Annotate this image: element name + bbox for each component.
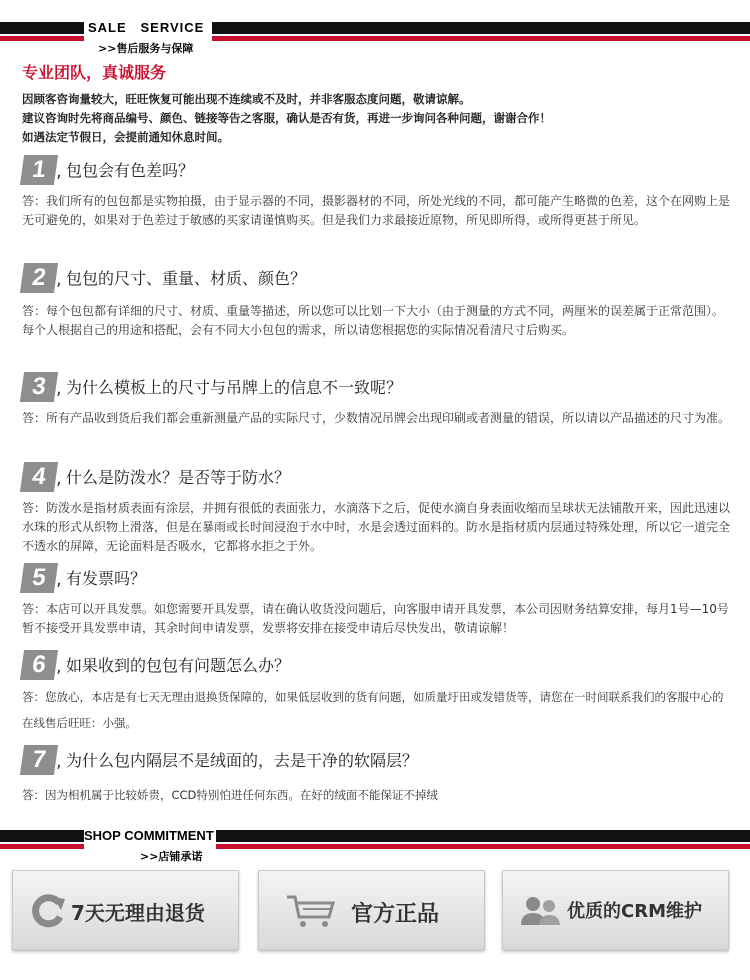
intro-line: 如遇法定节假日，会提前通知休息时间。: [22, 130, 229, 144]
commitment-label: 优质的CRM维护: [567, 901, 702, 922]
service-banner-title: SALE SERVICE: [88, 20, 205, 35]
cart-icon: [285, 893, 337, 929]
faq-number: 5: [20, 563, 58, 593]
commitment-banner-subtitle: >>店铺承诺: [140, 850, 203, 863]
commitment-crm: [502, 870, 729, 950]
commitment-return: [12, 870, 239, 950]
faq-answer-5: 答：本店可以开具发票。如您需要开具发票，请在确认收货没问题后，向客服申请开具发票，本公司因财务结算安排，每月1号—10号暂不接受开具发票申请，其余时间申请发票，发票将安排在接受申请后尽快发出，敬请谅解！: [22, 602, 729, 635]
faq-question-5: 5 , 有发票吗？: [22, 563, 742, 593]
faq-question-6: 6 , 如果收到的包包有问题怎么办？: [22, 650, 742, 680]
faq-question-4: 4 , 什么是防泼水？是否等于防水？: [22, 462, 742, 492]
faq-question-2: 2 , 包包的尺寸、重量、材质、颜色？: [22, 263, 742, 293]
refresh-icon: [29, 893, 67, 929]
faq-number: 6: [20, 650, 58, 680]
service-banner-subtitle: >>售后服务与保障: [98, 42, 194, 55]
faq-answer-6: 答：您放心，本店是有七天无理由退换货保障的，如果低层收到的货有问题，如质量圩田或发错货等，请您在一时间联系我们的客服中心的在线售后旺旺：小强。: [22, 690, 724, 730]
faq-question-text: 包包的尺寸、重量、材质、颜色？: [66, 269, 307, 288]
faq-answer-7: 答：因为相机属于比较娇贵，CCD特别怕进任何东西。在好的绒面不能保证不掉绒: [22, 788, 438, 802]
faq-question-text: 有发票吗？: [66, 569, 147, 588]
service-banner: [0, 18, 750, 58]
faq-question-text: 包包会有色差吗？: [66, 161, 195, 180]
faq-number: 3: [20, 372, 58, 402]
commitment-banner: [0, 826, 750, 866]
commitment-banner-title: SHOP COMMITMENT: [84, 828, 214, 843]
faq-number: 4: [20, 462, 58, 492]
faq-answer-2: 答：每个包包都有详细的尺寸、材质、重量等描述，所以您可以比划一下大小（由于测量的方式不同，两厘米的误差属于正常范围）。每个人根据自己的用途和搭配，会有不同大小包包的需求，所以请您根据您的实际情况看清尺寸后购买。: [22, 304, 725, 337]
intro-title: 专业团队，真诚服务: [22, 63, 167, 82]
intro-line: 因顾客咨询量较大，旺旺恢复可能出现不连续或不及时，并非客服态度问题，敬请谅解。: [22, 92, 471, 106]
faq-number: 1: [20, 155, 58, 185]
commitment-authentic: [258, 870, 485, 950]
intro-line: 建议咨询时先将商品编号、颜色、链接等告之客服，确认是否有货，再进一步询问各种问题，谢谢合作！: [22, 111, 551, 125]
faq-number: 7: [20, 745, 58, 775]
users-icon: [519, 893, 563, 929]
faq-answer-4: 答：防泼水是指材质表面有涂层，并拥有很低的表面张力，水滴落下之后，促使水滴自身表面收缩而呈球状无法铺散开来，因此迅速以水珠的形式从织物上滑落，但是在暴雨或长时间浸泡于水中时，水是会透过面料的。防水是指材质内层通过特殊处理，所以它一道完全不透水的屏障，无论面料是否吸水，它都将水拒之于外。: [22, 501, 731, 553]
faq-question-text: 为什么包内隔层不是绒面的，去是干净的软隔层？: [66, 751, 419, 770]
faq-answer-3: 答：所有产品收到货后我们都会重新测量产品的实际尺寸，少数情况吊牌会出现印刷或者测量的错误，所以请以产品描述的尺寸为准。: [22, 411, 731, 425]
faq-question-1: 1 , 包包会有色差吗？: [22, 155, 742, 185]
faq-answer-1: 答：我们所有的包包都是实物拍摄，由于显示器的不同，摄影器材的不同，所处光线的不同，都可能产生略微的色差，这个在网购上是无可避免的，如果对于色差过于敏感的买家请谨慎购买。但是我们力求最接近原物，所见即所得，或所得更甚于所见。: [22, 194, 731, 227]
faq-question-text: 如果收到的包包有问题怎么办？: [66, 656, 291, 675]
faq-question-7: 7 , 为什么包内隔层不是绒面的，去是干净的软隔层？: [22, 745, 742, 775]
commitment-label: 7天无理由退货: [71, 901, 205, 925]
faq-question-text: 什么是防泼水？是否等于防水？: [66, 468, 291, 487]
intro-notice: [22, 90, 732, 147]
faq-question-text: 为什么模板上的尺寸与吊牌上的信息不一致呢？: [66, 378, 403, 397]
commitment-label: 官方正品: [351, 902, 440, 927]
faq-question-3: 3 , 为什么模板上的尺寸与吊牌上的信息不一致呢？: [22, 372, 742, 402]
faq-number: 2: [20, 263, 58, 293]
